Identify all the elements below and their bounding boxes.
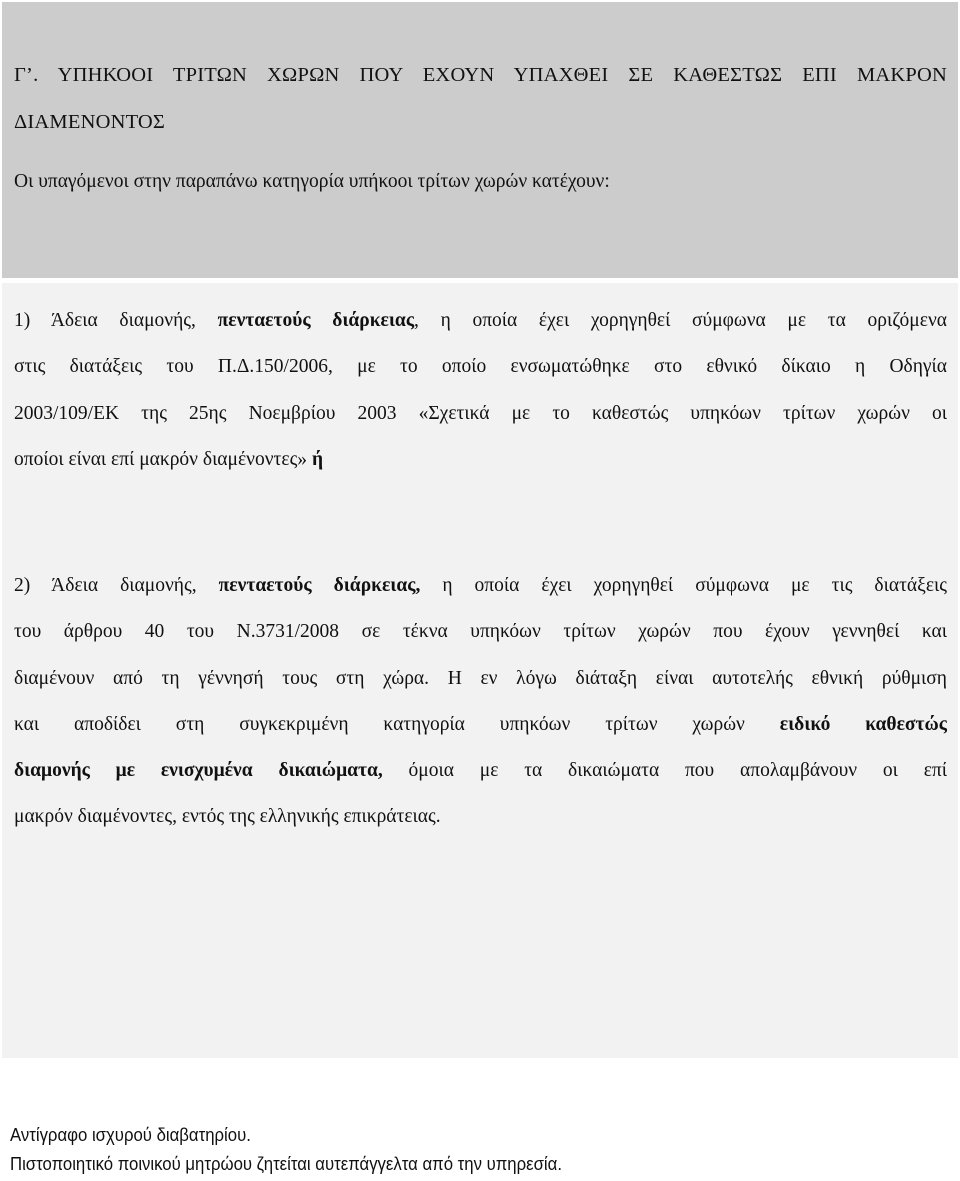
item-2-line: του άρθρου 40 του Ν.3731/2008 σε τέκνα υπηκόων τρίτων χωρών που έχουν γεννηθεί και: [14, 621, 947, 642]
item-2-line: μακρόν διαμένοντες, εντός της ελληνικής επικράτειας.: [14, 806, 441, 827]
text: 2) Άδεια διαμονής,: [14, 575, 219, 596]
item-2-line: [14, 574, 947, 598]
bold-text: ή: [311, 449, 324, 470]
section-title-line1: Γ’. ΥΠΗΚΟΟΙ ΤΡΙΤΩΝ ΧΩΡΩΝ ΠΟΥ ΕΧΟΥΝ ΥΠΑΧΘΕΙ ΣΕ ΚΑΘΕΣΤΩΣ ΕΠΙ ΜΑΚΡΟΝ: [14, 64, 947, 86]
item-2-line: [14, 713, 947, 737]
text: η οποία έχει χορηγηθεί σύμφωνα με τις διατάξεις: [420, 575, 947, 596]
bold-text: διαμονής με ενισχυμένα δικαιώματα,: [14, 760, 383, 781]
text: , η οποία έχει χορηγηθεί σύμφωνα με τα οριζόμενα: [414, 310, 947, 331]
item-2-line: διαμένουν από τη γέννησή τους στη χώρα. Η εν λόγω διάταξη είναι αυτοτελής εθνική ρύθμιση: [14, 668, 947, 689]
item-1-line: στις διατάξεις του Π.Δ.150/2006, με το οποίο ενσωματώθηκε στο εθνικό δίκαιο η Οδηγία: [14, 356, 947, 377]
item-2-line: [14, 759, 947, 783]
item-1-line: [14, 448, 947, 472]
bold-text: ειδικό καθεστώς: [779, 714, 947, 735]
requirement-criminal-record: Πιστοποιητικό ποινικού μητρώου ζητείται αυτεπάγγελτα από την υπηρεσία.: [10, 1154, 562, 1174]
section-title-line2: ΔΙΑΜΕΝΟΝΤΟΣ: [14, 111, 166, 133]
section-header-box: [2, 2, 958, 278]
bold-text: πενταετούς διάρκειας: [217, 310, 415, 331]
bold-text: πενταετούς διάρκειας,: [218, 575, 421, 596]
section-intro: Οι υπαγόμενοι στην παραπάνω κατηγορία υπήκοοι τρίτων χωρών κατέχουν:: [14, 171, 610, 192]
requirement-passport: Αντίγραφο ισχυρού διαβατηρίου.: [10, 1125, 251, 1145]
item-1-line: [14, 309, 947, 333]
text: όμοια με τα δικαιώματα που απολαμβάνουν οι επί: [382, 760, 947, 781]
item-1-line: 2003/109/ΕΚ της 25ης Νοεμβρίου 2003 «Σχετικά με το καθεστώς υπηκόων τρίτων χωρών οι: [14, 403, 947, 424]
text: οποίοι είναι επί μακρόν διαμένοντες»: [14, 449, 312, 470]
text: 1) Άδεια διαμονής,: [14, 310, 218, 331]
text: και αποδίδει στη συγκεκριμένη κατηγορία υπηκόων τρίτων χωρών: [14, 714, 780, 735]
